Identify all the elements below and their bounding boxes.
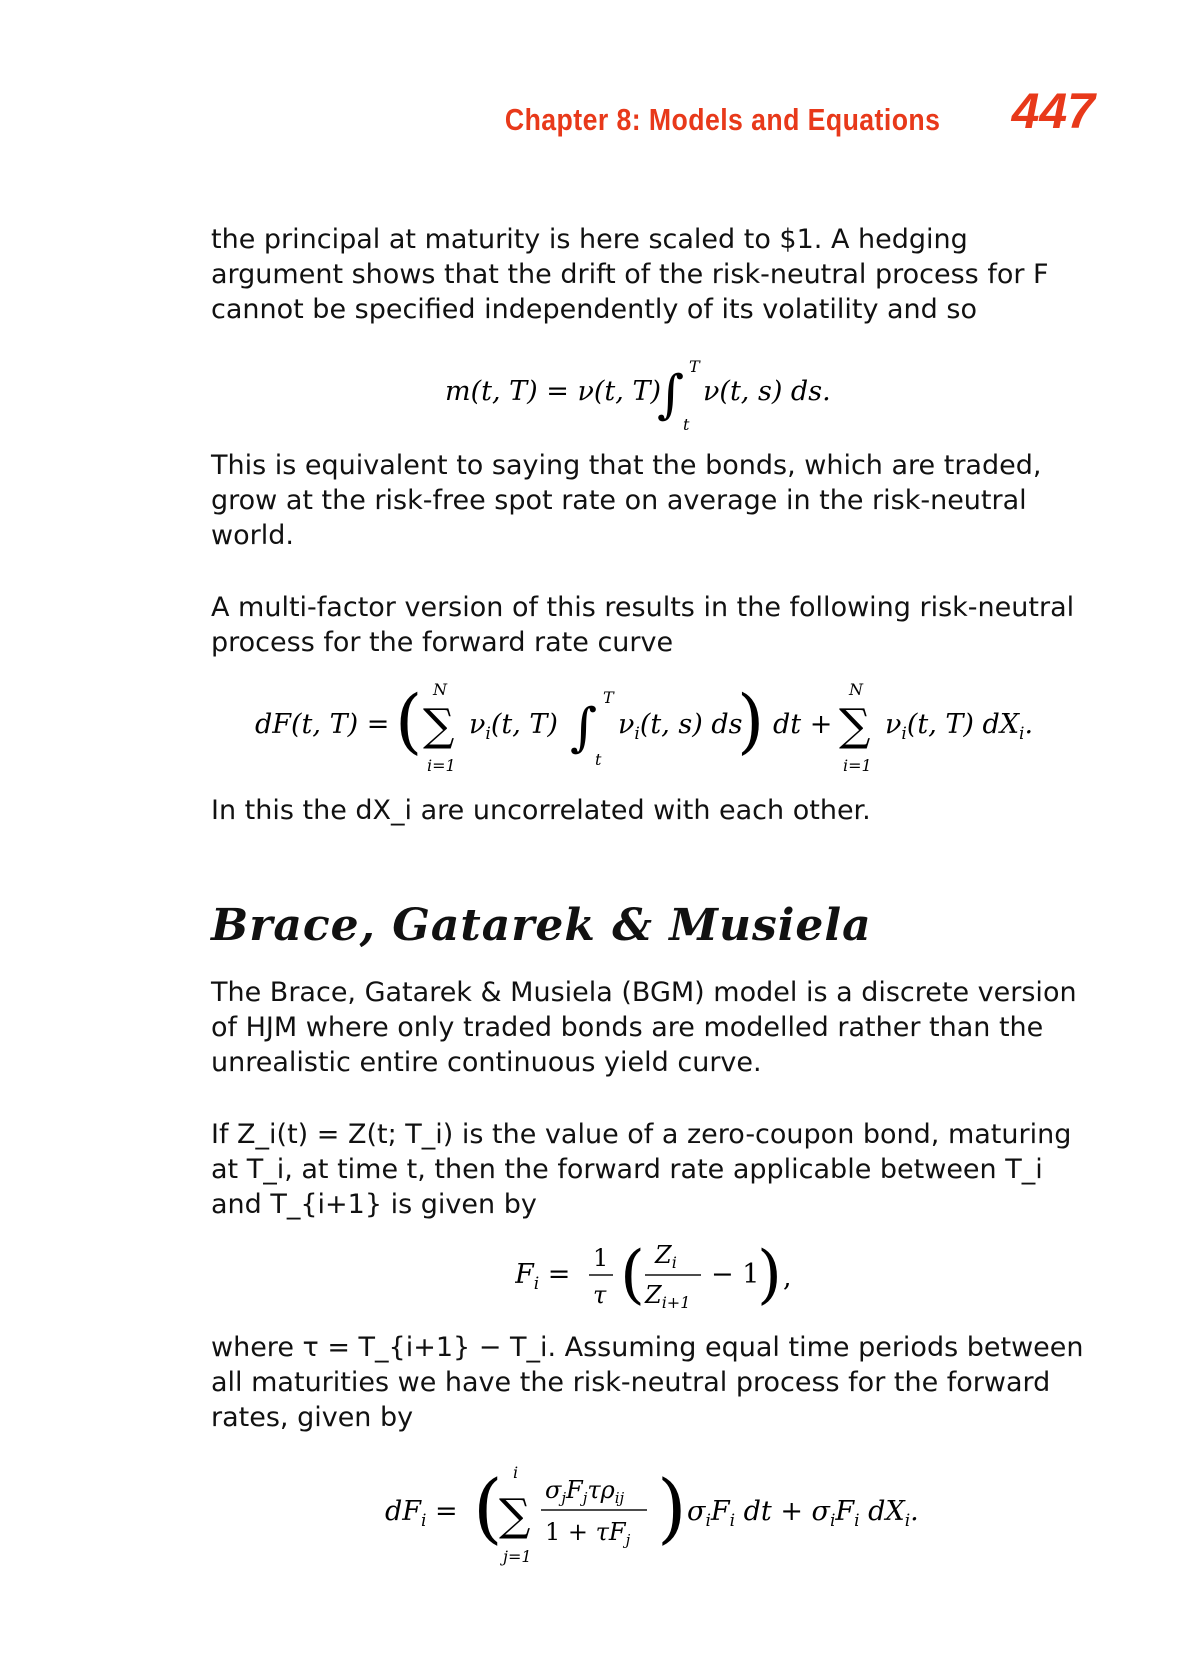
- svg-text:): ): [737, 680, 765, 762]
- svg-text:νi(t, s) ds: $\nu_i(t$, s) ds: [618, 709, 743, 744]
- svg-text:Zi: $Z_i$: [655, 1241, 677, 1272]
- svg-text:T: T: [689, 357, 700, 376]
- equation-1: [445, 350, 865, 447]
- svg-text:dt +: dt +: [773, 709, 833, 740]
- svg-text:t: t: [683, 415, 690, 434]
- equation-1-graphic: [445, 350, 865, 440]
- svg-text:σjFjτρij: $\sigma_jF_j\tau\rho_{ij}$: [545, 1476, 625, 1507]
- svg-text:i=1: i=1: [427, 756, 456, 775]
- svg-text:N: N: [433, 680, 447, 699]
- svg-text:dFi =: $dF_i$ =: [385, 1496, 458, 1531]
- svg-text:∑: ∑: [499, 1490, 531, 1541]
- page-header: [0, 82, 1095, 152]
- svg-text:τ: τ: [593, 1281, 607, 1309]
- equation-3: [515, 1228, 815, 1335]
- svg-text:1 + τFj: $1 + \tau F_j$: [545, 1518, 631, 1549]
- svg-text:dF(t, T) =: dF(t, T) =: [255, 709, 390, 740]
- svg-text:(: (: [395, 680, 423, 762]
- paragraph-5: The Brace, Gatarek & Musiela (BGM) model is a discrete version of HJM where only traded bonds are modelled rather than the unrealistic entire continuous yield curve.: [211, 977, 1077, 1078]
- svg-text:Zi+1: $Z_{i+1}$: [645, 1281, 691, 1312]
- svg-text:i=1: i=1: [843, 756, 872, 775]
- equation-4: [385, 1458, 925, 1585]
- chapter-title: Chapter 8: Models and Equations: [504, 102, 940, 137]
- svg-text:1: 1: [593, 1244, 609, 1272]
- svg-text:j=1: j=1: [503, 1547, 532, 1566]
- equation-2-graphic: [255, 675, 1035, 785]
- svg-text:i: i: [513, 1463, 519, 1482]
- svg-text:): ): [757, 1238, 782, 1312]
- svg-text:N: N: [849, 680, 863, 699]
- paragraph-6: If Z_i(t) = Z(t; T_i) is the value of a zero-coupon bond, maturing at T_i, at time t, then the forward rate applicable between T_i and T_{i+1} is given by: [211, 1119, 1072, 1220]
- svg-text:νi(t, T): $\nu_i(t$, T): [469, 709, 558, 744]
- page-number: 447: [1011, 83, 1095, 139]
- svg-text:): ): [657, 1463, 687, 1552]
- svg-text:∫: ∫: [657, 365, 685, 425]
- equation-2: [255, 675, 1035, 792]
- svg-text:,: ,: [783, 1262, 792, 1293]
- paragraph-3: A multi-factor version of this results in the following risk-neutral process for the forward rate curve: [211, 592, 1075, 658]
- svg-text:∑: ∑: [839, 700, 871, 751]
- paragraph-4: In this the dX_i are uncorrelated with each other.: [211, 795, 871, 826]
- paragraph-1: the principal at maturity is here scaled to $1. A hedging argument shows that the drift of the risk-neutral process for F cannot be specified independently of its volatility and so: [211, 224, 1049, 325]
- svg-text:ν(t, s) ds.: ν(t, s) ds.: [703, 376, 831, 407]
- paragraph-2: This is equivalent to saying that the bonds, which are traded, grow at the risk-free spot rate on average in the risk-neutral world.: [211, 450, 1042, 551]
- svg-text:− 1: − 1: [711, 1259, 760, 1290]
- equation-3-graphic: [515, 1228, 815, 1328]
- svg-text:m(t, T) = ν(t, T): m(t, T) = ν(t, T): [445, 376, 661, 407]
- svg-text:T: T: [603, 688, 614, 707]
- equation-4-graphic: [385, 1458, 925, 1578]
- svg-text:t: t: [595, 750, 602, 769]
- paragraph-7: where τ = T_{i+1} − T_i. Assuming equal time periods between all maturities we have the risk-neutral process for the forward rates, given by: [211, 1332, 1084, 1433]
- svg-text:(: (: [473, 1463, 503, 1552]
- section-title: Brace, Gatarek & Musiela: [211, 900, 872, 951]
- svg-text:σiFi dt + σiFi dXi.: $\sigma_iF_i$ dt + $\sigma_iF_i$ $dX_i$.: [687, 1496, 919, 1531]
- svg-text:∫: ∫: [570, 698, 598, 758]
- svg-text:νi(t, T) dXi.: $\nu_i(t$, T) $dX_i$.: [885, 709, 1034, 744]
- svg-text:∑: ∑: [423, 700, 455, 751]
- svg-text:(: (: [620, 1238, 645, 1312]
- svg-text:Fi =: $F_i$ =: [515, 1259, 571, 1294]
